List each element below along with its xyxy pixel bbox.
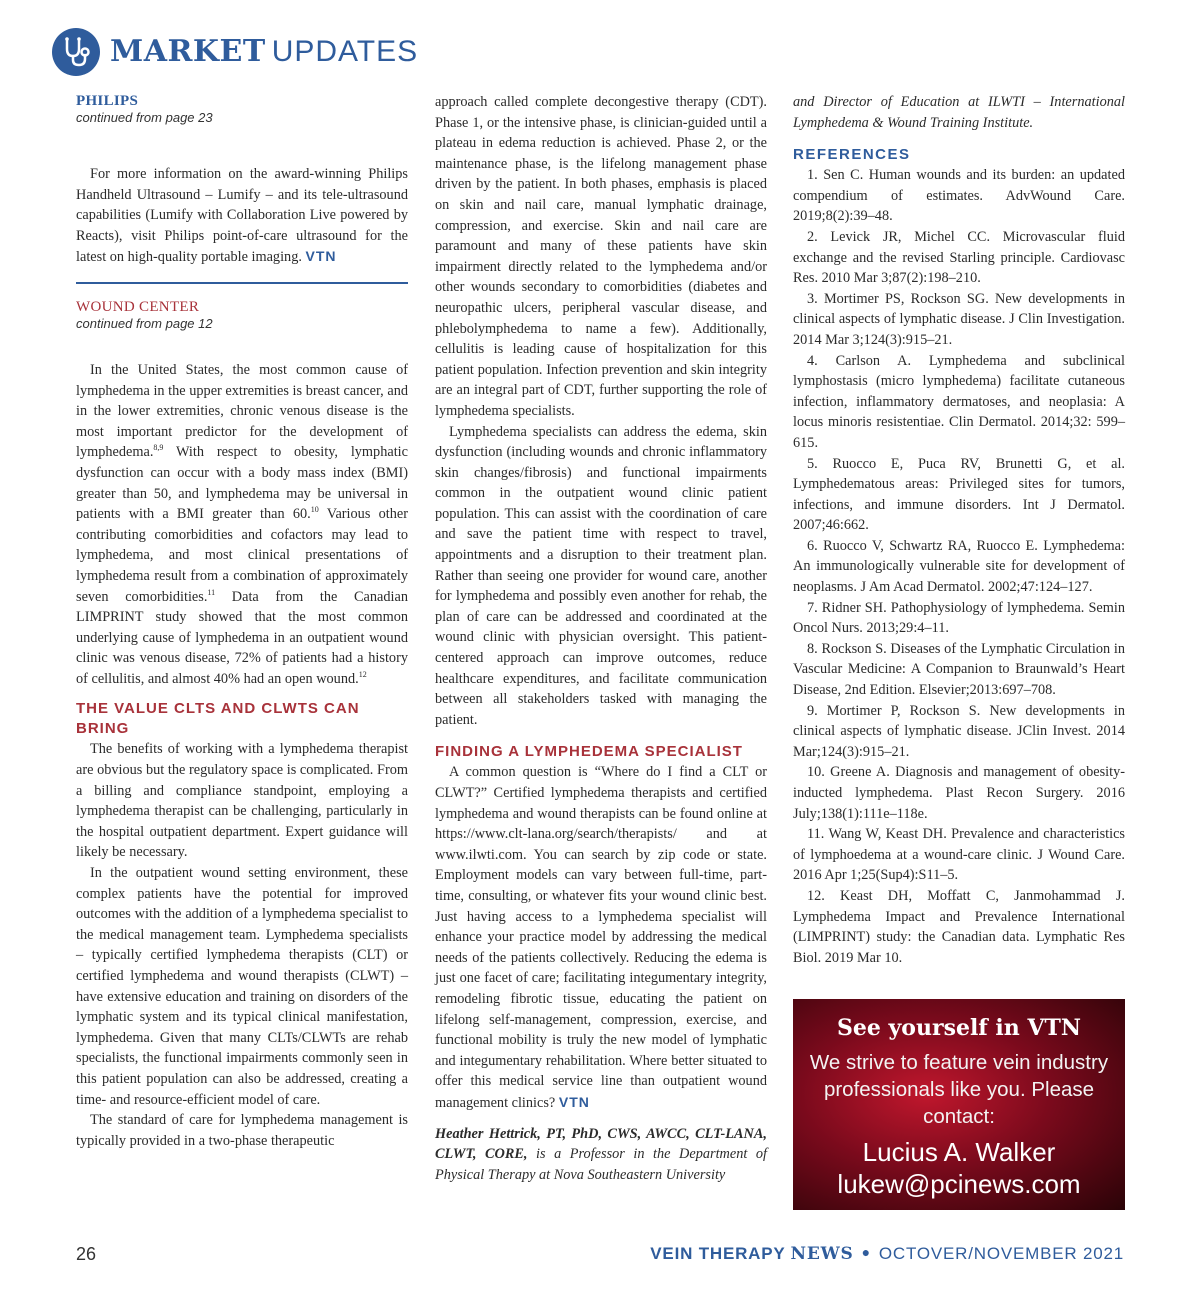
reference-item: 8. Rockson S. Diseases of the Lymphatic Circulation in Vascular Medicine: A Companion to Braunwald’s Heart Disease, 2nd Edition. Elsevier;2013:697–708. xyxy=(793,640,1125,699)
wound-paragraph-2: The benefits of working with a lymphedema therapist are obvious but the regulatory space is complicated. From a billing and compliance standpoint, employing a lymphedema therapist can be challenging, particularly in the hospital outpatient department. Expert guidance will likely be necessary. xyxy=(76,741,408,861)
wound-paragraph-4: The standard of care for lymphedema management is typically provided in a two-phase therapeutic xyxy=(76,1112,408,1149)
ad-contact-email[interactable]: lukew@pcinews.com xyxy=(837,1169,1081,1199)
text-run: A common question is “Where do I find a CLT or CLWT?” Certified lymphedema therapists and certified lymphedema and wound therapists can be found online at https://www.clt-lana.org/search/therapists/ and at www.ilwti.com. You can search by zip code or state. Employment models can vary between full-time, part-time, consulting, or whatever fits your wound clinic best. Just having access to a lymphedema specialist will enhance your practice model by addressing the medical needs of the patients collectively. Reducing the edema is just one facet of care; facilitating integumentary integrity, remodeling fibrotic tissue, educating the patient on lifelong self-management, compression, exercise, and functional mobility is truly the new model of lymphatic and integumentary rehabilitation. Where better situated to offer this medical service line than outpatient wound management clinics? xyxy=(435,764,767,1111)
wound-center-label: WOUND CENTER xyxy=(76,298,200,315)
footnote-ref: 10 xyxy=(310,505,319,515)
value-clts-subhead: THE VALUE CLTS AND CLWTS CAN BRING xyxy=(76,700,360,738)
section-title-bold: MARKET xyxy=(110,34,266,69)
magazine-name-a: VEIN THERAPY xyxy=(650,1244,786,1263)
text-run: In the United States, the most common cause of lymphedema in the upper extremities is breast cancer, and in the lower extremities, chronic venous disease is the most important predictor for the development of lymphedema. xyxy=(76,361,408,461)
ad-body: We strive to feature vein industry professionals like you. Please contact: xyxy=(809,1051,1109,1128)
text-run: With respect to obesity, lymphatic dysfunction can occur with a body mass index (BMI) greater than 50, and lymphedema may be universal in patients with a BMI greater than 60. xyxy=(76,444,408,523)
philips-continued: continued from page 23 xyxy=(76,110,213,125)
column-2 xyxy=(435,92,767,1185)
wound-paragraph-1 xyxy=(76,360,408,690)
reference-list xyxy=(793,165,1125,968)
author-bio-continued: and Director of Education at ILWTI – International Lymphedema & Wound Training Institute. xyxy=(793,94,1125,131)
references-heading: REFERENCES xyxy=(793,146,911,164)
reference-item: 1. Sen C. Human wounds and its burden: an updated compendium of estimates. AdvWound Care. 2019;8(2):39–48. xyxy=(793,167,1125,225)
section-title xyxy=(110,34,419,69)
footnote-ref: 11 xyxy=(207,587,216,597)
reference-item: 4. Carlson A. Lymphedema and subclinical lymphostasis (micro lymphedema) facilitate cutaneous infection, inflammatory dermatoses, and neoplasia: A locus minoris resistentiae. Clin Dermatol. 2014;32: 599–615. xyxy=(793,352,1125,451)
reference-item: 10. Greene A. Diagnosis and management of obesity-inducted lymphedema. Plast Recon Surgery. 2016 July;138(1):111e–118e. xyxy=(793,764,1125,822)
stethoscope-icon xyxy=(52,28,100,76)
finding-specialist-subhead: FINDING A LYMPHEDEMA SPECIALIST xyxy=(435,743,743,761)
section-header xyxy=(52,28,418,76)
reference-item: 5. Ruocco E, Puca RV, Brunetti G, et al. Lymphedematous areas: Privileged sites for tumors, infections, and immune disorders. Int J Dermatol. 2007;46:662. xyxy=(793,455,1125,534)
author-bio xyxy=(435,1124,767,1186)
author-name: Heather Hettrick, PT, PhD, CWS, AWCC, CLT-LANA, CLWT, CORE, xyxy=(435,1125,767,1163)
finding-paragraph xyxy=(435,762,767,1113)
column-3 xyxy=(793,92,1125,968)
vtn-end-mark: VTN xyxy=(305,248,337,265)
philips-label: PHILIPS xyxy=(76,93,139,109)
reference-item: 12. Keast DH, Moffatt C, Janmohammad J. Lymphedema Impact and Prevalence International (LIMPRINT) study: the Canadian data. Lymphatic Res Biol. 2019 Mar 10. xyxy=(793,887,1125,966)
philips-body: For more information on the award-winning Philips Handheld Ultrasound – Lumify – and its tele-ultrasound capabilities (Lumify with Collaboration Live powered by Reacts), visit Philips point-of-care ultrasound for the latest on high-quality portable imaging. xyxy=(76,166,408,266)
footnote-ref: 12 xyxy=(358,670,367,680)
ad-title: See yourself in VTN xyxy=(836,1015,1081,1041)
footer-masthead xyxy=(650,1244,1124,1264)
reference-item: 7. Ridner SH. Pathophysiology of lymphedema. Semin Oncol Nurs. 2013;29:4–11. xyxy=(793,599,1125,637)
philips-paragraph xyxy=(76,164,408,268)
page-number: 26 xyxy=(76,1244,97,1264)
section-divider xyxy=(76,282,408,284)
column-1 xyxy=(76,92,408,1151)
reference-item: 11. Wang W, Keast DH. Prevalence and characteristics of lymphoedema at a wound-care clinic. J Wound Care. 2016 Apr 1;25(Sup4):S11–5. xyxy=(793,826,1125,884)
wound-center-continued: continued from page 12 xyxy=(76,315,213,331)
bullet-separator: ● xyxy=(861,1246,871,1261)
ad-contact-name: Lucius A. Walker xyxy=(862,1137,1056,1167)
reference-item: 6. Ruocco V, Schwartz RA, Ruocco E. Lymphedema: An immunologically vulnerable site for development of neoplasms. J Am Acad Dermatol. 2002;47:124–127. xyxy=(793,537,1125,596)
reference-item: 3. Mortimer PS, Rockson SG. New developments in clinical aspects of lymphatic disease. J Clin Investigation. 2014 Mar 3;124(3):915–21. xyxy=(793,290,1125,348)
issue-date: OCTOVER/NOVEMBER 2021 xyxy=(878,1244,1124,1263)
text-run: Data from the Canadian LIMPRINT study showed that the most common underlying cause of lymphedema in an outpatient wound clinic was venous disease, 72% of patients had a history of cellulitis, and almost 40% had an open wound. xyxy=(76,588,408,687)
text-run: Various other contributing comorbidities and cofactors may lead to lymphedema, and most clinical presentations of lymphedema result from a combination of approximately seven comorbidities. xyxy=(76,506,408,605)
reference-item: 9. Mortimer P, Rockson S. New developments in clinical aspects of lymphatic disease. JClin Invest. 2014 Mar;124(3):915–21. xyxy=(793,702,1125,760)
magazine-name-b: NEWS xyxy=(790,1244,854,1264)
section-title-light: UPDATES xyxy=(271,35,419,68)
cdt-paragraph: approach called complete decongestive therapy (CDT). Phase 1, or the intensive phase, is clinician-guided until a plateau in edema reduction is achieved. Phase 2, or the maintenance phase, is the lifelong management phase driven by the patient. In both phases, emphasis is placed on skin and nail care, manual lymphatic drainage, compression, and exercise. Skin and nail care are paramount and many of these patients have skin impairment directly related to the lymphedema and/or other wounds secondary to comorbidities (diabetes and neuropathic ulcers, peripheral vascular disease, and phlebolymphedema to name a few). Additionally, cellulitis is leading cause of hospitalization for this patient population. Infection prevention and skin integrity are an integral part of CDT, further supporting the role of lymphedema specialists. xyxy=(435,94,767,419)
footnote-ref: 8,9 xyxy=(153,443,164,453)
reference-item: 2. Levick JR, Michel CC. Microvascular fluid exchange and the revised Starling principle. Cardiovasc Res. 2010 Mar 3;87(2):198–210. xyxy=(793,228,1125,287)
wound-paragraph-3: In the outpatient wound setting environment, these complex patients have the potential for improved outcomes with the addition of a lymphedema specialist to the medical management team. Lymphedema specialists – typically certified lymphedema therapists (CLT) or certified lymphedema and wound therapists (CLWT) – have extensive education and training on disorders of the lymphatic system and its typical clinical manifestation, lymphedema. Given that many CLTs/CLWTs are rehab specialists, the functional impairments commonly seen in this patient population can also be addressed, creating a time- and resource-efficient model of care. xyxy=(76,865,408,1108)
author-bio-text: is a Professor in the Department of Physical Therapy at Nova Southeastern University xyxy=(435,1146,768,1183)
contact-advertisement xyxy=(793,999,1125,1210)
specialists-paragraph: Lymphedema specialists can address the edema, skin dysfunction (including wounds and chronic inflammatory skin changes/fibrosis) and functional impairments common in the outpatient wound clinic patient population. This can assist with the coordination of care and save the patient time with respect to travel, appointments and a disruption to their treatment plan. Rather than seeing one provider for wound care, another for lymphedema and possibly even another for rehab, the plan of care can be addressed and coordinated at the wound clinic with physician oversight. This patient-centered approach can improve outcomes, reduce healthcare expenditures, and facilitate communication between all stakeholders tasked with managing the patient. xyxy=(435,423,767,728)
vtn-end-mark: VTN xyxy=(558,1093,590,1110)
